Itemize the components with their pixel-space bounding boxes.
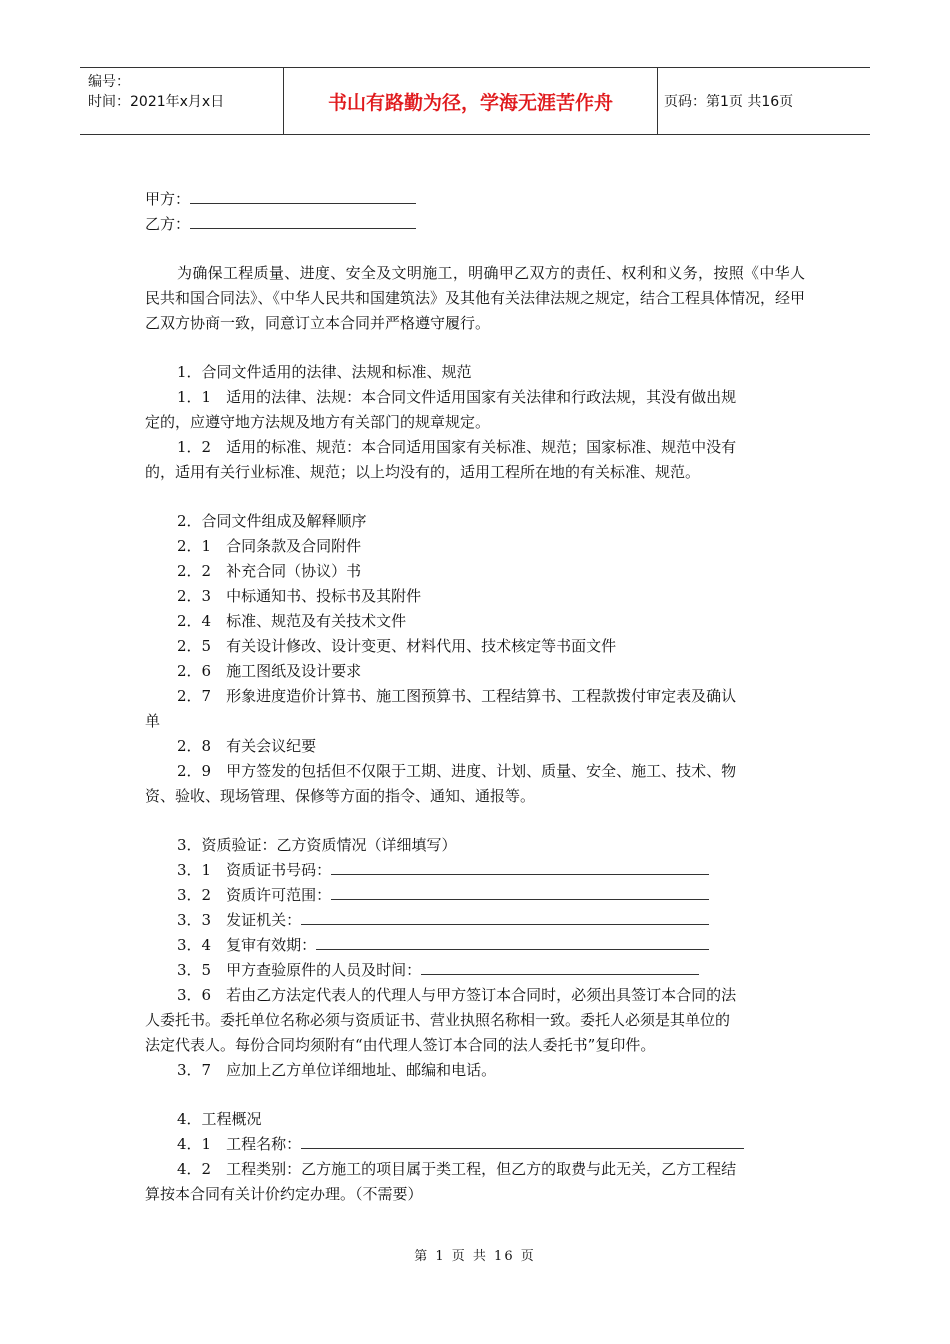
clause-3-3-blank — [301, 910, 709, 925]
clause-3-2 — [145, 883, 805, 908]
clause-2-8: 2．8 有关会议纪要 — [177, 737, 317, 755]
party-a-line — [145, 187, 805, 212]
clause-3-7: 3．7 应加上乙方单位详细地址、邮编和电话。 — [177, 1061, 497, 1079]
party-a-label: 甲方： — [145, 190, 191, 208]
clause-3-1-label: 3．1 资质证书号码： — [177, 861, 332, 879]
clause-3-3-label: 3．3 发证机关： — [177, 911, 302, 929]
intro-paragraph: 为确保工程质量、进度、安全及文明施工，明确甲乙双方的责任、权利和义务，按照《中华人民共和国合同法》、《中华人民共和国建筑法》及其他有关法律法规之规定，结合工程具体情况，经甲乙双方协商一致，同意订立本合同并严格遵守履行。 — [145, 264, 806, 332]
clause-3-1 — [145, 858, 805, 883]
clause-3-4 — [145, 933, 805, 958]
clause-2-3: 2．3 中标通知书、投标书及其附件 — [177, 587, 422, 605]
number-label: 编号： — [88, 74, 130, 90]
header-page-code: 页码：第1页 共16页 — [664, 94, 794, 110]
clause-1-1-cont: 定的，应遵守地方法规及地方有关部门的规章规定。 — [145, 413, 491, 431]
document-header — [80, 67, 870, 135]
clause-4-2: 4．2 工程类别：乙方施工的项目属于类工程，但乙方的取费与此无关，乙方工程结 — [177, 1160, 737, 1178]
page-footer: 第 1 页 共 16 页 — [414, 1249, 536, 1264]
clause-2-5: 2．5 有关设计修改、设计变更、材料代用、技术核定等书面文件 — [177, 637, 617, 655]
header-meta — [80, 68, 284, 134]
clause-3-2-label: 3．2 资质许可范围： — [177, 886, 332, 904]
clause-2-9: 2．9 甲方签发的包括但不仅限于工期、进度、计划、质量、安全、施工、技术、物 — [177, 762, 737, 780]
clause-2-6: 2．6 施工图纸及设计要求 — [177, 662, 362, 680]
clause-2-9-cont: 资、验收、现场管理、保修等方面的指令、通知、通报等。 — [145, 787, 536, 805]
clause-2-2: 2．2 补充合同（协议）书 — [177, 562, 362, 580]
clause-3-2-blank — [331, 885, 709, 900]
clause-2-7: 2．7 形象进度造价计算书、施工图预算书、工程结算书、工程款拨付审定表及确认 — [177, 687, 737, 705]
clause-3-6-cont-2: 法定代表人。每份合同均须附有“由代理人签订本合同的法人委托书”复印件。 — [145, 1036, 656, 1054]
clause-3-5-label: 3．5 甲方查验原件的人员及时间： — [177, 961, 422, 979]
party-a-blank — [190, 189, 416, 204]
contract-body — [145, 187, 805, 1207]
clause-2-1: 2．1 合同条款及合同附件 — [177, 537, 362, 555]
clause-3-6: 3．6 若由乙方法定代表人的代理人与甲方签订本合同时，必须出具签订本合同的法 — [177, 986, 737, 1004]
party-b-blank — [190, 214, 416, 229]
clause-3-5 — [145, 958, 805, 983]
party-b-label: 乙方： — [145, 215, 191, 233]
section-2-title: 2．合同文件组成及解释顺序 — [177, 512, 367, 530]
clause-4-1-blank — [301, 1134, 744, 1149]
clause-4-1 — [145, 1132, 805, 1157]
section-4-title: 4．工程概况 — [177, 1110, 262, 1128]
section-3-title: 3．资质验证：乙方资质情况（详细填写） — [177, 836, 457, 854]
clause-2-4: 2．4 标准、规范及有关技术文件 — [177, 612, 407, 630]
clause-4-2-cont: 算按本合同有关计价约定办理。（不需要） — [145, 1185, 423, 1203]
header-motto: 书山有路勤为径，学海无涯苦作舟 — [284, 68, 658, 134]
clause-1-2-cont: 的，适用有关行业标准、规范；以上均没有的，适用工程所在地的有关标准、规范。 — [145, 463, 701, 481]
clause-3-1-blank — [331, 860, 709, 875]
clause-3-5-blank — [421, 960, 699, 975]
clause-3-4-blank — [316, 935, 709, 950]
clause-1-1: 1．1 适用的法律、法规：本合同文件适用国家有关法律和行政法规，其没有做出规 — [177, 388, 737, 406]
party-b-line — [145, 212, 805, 237]
section-1-title: 1．合同文件适用的法律、法规和标准、规范 — [177, 363, 472, 381]
clause-2-7-cont: 单 — [145, 712, 161, 730]
clause-3-6-cont-1: 人委托书。委托单位名称必须与资质证书、营业执照名称相一致。委托人必须是其单位的 — [145, 1011, 731, 1029]
clause-3-3 — [145, 908, 805, 933]
clause-4-1-label: 4．1 工程名称： — [177, 1135, 302, 1153]
clause-1-2: 1．2 适用的标准、规范：本合同适用国家有关标准、规范；国家标准、规范中没有 — [177, 438, 737, 456]
clause-3-4-label: 3．4 复审有效期： — [177, 936, 317, 954]
time-label: 时间：2021年x月x日 — [88, 94, 225, 110]
